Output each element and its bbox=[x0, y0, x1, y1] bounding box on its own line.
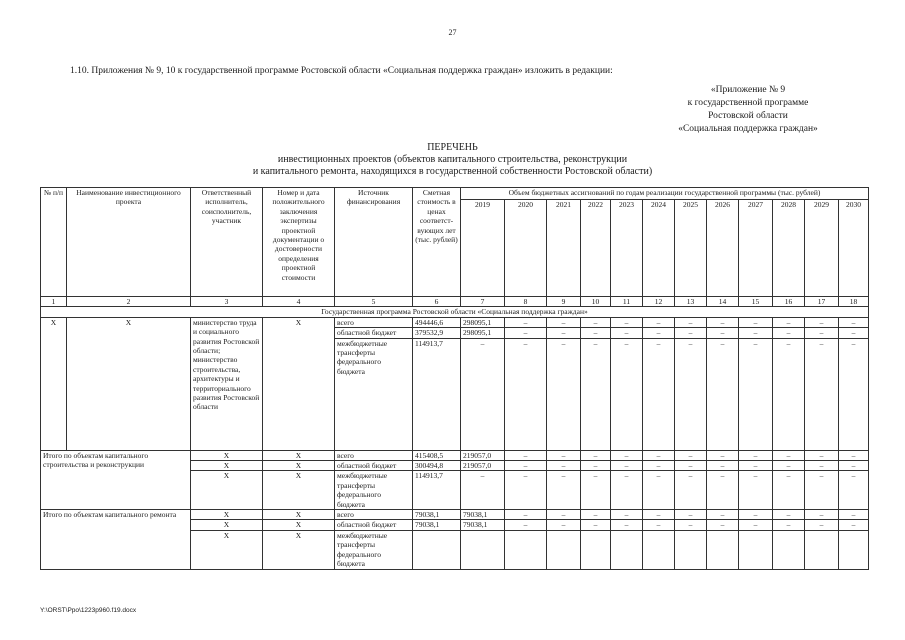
cost-cell: 300494,8 bbox=[413, 461, 461, 471]
year-2019-cell: 219057,0 bbox=[461, 450, 505, 460]
expertise-cell: Х bbox=[263, 461, 335, 471]
year-2019-cell: 79038,1 bbox=[461, 520, 505, 530]
year-value-dash: – bbox=[773, 450, 805, 460]
file-path-footer: Y:\ORST\Ppo\1223p960.f19.docx bbox=[40, 607, 137, 614]
year-value-dash: – bbox=[707, 520, 739, 530]
column-number-15: 15 bbox=[739, 297, 773, 307]
year-value-dash: – bbox=[547, 471, 581, 510]
year-value-dash: – bbox=[547, 317, 581, 327]
title-line-1: ПЕРЕЧЕНЬ bbox=[427, 142, 478, 153]
year-value-dash: – bbox=[773, 471, 805, 510]
source-cell: межбюджетные трансферты федерального бюджета bbox=[335, 471, 413, 510]
header-name: Наименование инвестиционного проекта bbox=[67, 188, 191, 297]
year-value-dash: – bbox=[739, 520, 773, 530]
year-value-dash: – bbox=[581, 471, 611, 510]
cost-cell: 79038,1 bbox=[413, 510, 461, 520]
year-value-dash: – bbox=[611, 471, 643, 510]
column-number-8: 8 bbox=[505, 297, 547, 307]
year-value-dash: – bbox=[611, 461, 643, 471]
column-number-4: 4 bbox=[263, 297, 335, 307]
year-value-dash: – bbox=[739, 328, 773, 338]
year-value-dash: – bbox=[675, 471, 707, 510]
year-value-dash: – bbox=[547, 461, 581, 471]
year-value-dash: – bbox=[773, 510, 805, 520]
table-row bbox=[41, 317, 869, 327]
year-value-dash: – bbox=[547, 338, 581, 450]
table-row bbox=[41, 450, 869, 460]
year-value-dash: – bbox=[739, 338, 773, 450]
year-value-dash: – bbox=[505, 317, 547, 327]
year-value-dash: – bbox=[505, 520, 547, 530]
year-value-dash: – bbox=[505, 328, 547, 338]
header-budget: Объем бюджетных ассигнований по годам реализации государственной программы (тыс. рублей) bbox=[461, 188, 869, 200]
appendix-line-2: к государственной программе bbox=[687, 98, 809, 108]
source-cell: межбюджетные трансферты федерального бюджета bbox=[335, 530, 413, 569]
year-value-dash: – bbox=[581, 338, 611, 450]
year-value-dash: – bbox=[839, 328, 869, 338]
year-value-dash: – bbox=[643, 510, 675, 520]
year-value-dash: – bbox=[547, 328, 581, 338]
investment-projects-table bbox=[40, 187, 869, 570]
year-2019-cell bbox=[461, 530, 505, 569]
source-cell: областной бюджет bbox=[335, 328, 413, 338]
row-num: Х bbox=[41, 317, 67, 450]
year-value-dash: – bbox=[505, 471, 547, 510]
year-value-dash bbox=[611, 530, 643, 569]
year-value-dash bbox=[675, 530, 707, 569]
header-expertise: Номер и дата положительного заключения экспертизы проектной документации о достоверности определения проектной стоимости bbox=[263, 188, 335, 297]
column-number-3: 3 bbox=[191, 297, 263, 307]
header-year-2027: 2027 bbox=[739, 200, 773, 297]
column-number-2: 2 bbox=[67, 297, 191, 307]
header-year-2030: 2030 bbox=[839, 200, 869, 297]
year-value-dash bbox=[805, 530, 839, 569]
year-value-dash: – bbox=[739, 450, 773, 460]
year-value-dash bbox=[581, 530, 611, 569]
year-value-dash: – bbox=[739, 461, 773, 471]
year-value-dash bbox=[839, 530, 869, 569]
year-value-dash: – bbox=[675, 461, 707, 471]
year-value-dash: – bbox=[643, 471, 675, 510]
appendix-line-3: Ростовской области bbox=[708, 111, 788, 121]
year-value-dash: – bbox=[707, 471, 739, 510]
year-value-dash: – bbox=[707, 461, 739, 471]
title-line-2: инвестиционных проектов (объектов капитального строительства, реконструкции bbox=[277, 154, 628, 165]
executor-cell: Х bbox=[191, 510, 263, 520]
year-value-dash: – bbox=[739, 317, 773, 327]
column-number-5: 5 bbox=[335, 297, 413, 307]
appendix-line-1: «Приложение № 9 bbox=[710, 85, 786, 95]
year-value-dash: – bbox=[581, 450, 611, 460]
year-2019-cell: 298095,1 bbox=[461, 328, 505, 338]
year-value-dash: – bbox=[707, 317, 739, 327]
cost-cell: 114913,7 bbox=[413, 471, 461, 510]
year-value-dash: – bbox=[643, 450, 675, 460]
year-value-dash: – bbox=[805, 450, 839, 460]
intro-paragraph: 1.10. Приложения № 9, 10 к государственной программе Ростовской области «Социальная поддержка граждан» изложить в редакции: bbox=[70, 66, 613, 76]
year-value-dash: – bbox=[707, 328, 739, 338]
year-value-dash: – bbox=[643, 461, 675, 471]
page-number: 27 bbox=[448, 28, 457, 37]
year-value-dash: – bbox=[611, 328, 643, 338]
header-year-2019: 2019 bbox=[461, 200, 505, 297]
year-value-dash: – bbox=[839, 471, 869, 510]
year-value-dash: – bbox=[643, 328, 675, 338]
year-value-dash: – bbox=[505, 461, 547, 471]
executor-cell: Х bbox=[191, 461, 263, 471]
column-number-18: 18 bbox=[839, 297, 869, 307]
year-value-dash: – bbox=[839, 461, 869, 471]
year-value-dash: – bbox=[805, 317, 839, 327]
column-number-12: 12 bbox=[643, 297, 675, 307]
year-value-dash: – bbox=[547, 520, 581, 530]
header-year-2021: 2021 bbox=[547, 200, 581, 297]
year-value-dash: – bbox=[839, 520, 869, 530]
executor-cell: Х bbox=[191, 520, 263, 530]
year-value-dash: – bbox=[773, 338, 805, 450]
column-number-6: 6 bbox=[413, 297, 461, 307]
header-year-2028: 2028 bbox=[773, 200, 805, 297]
title-line-3: и капитального ремонта, находящихся в государственной собственности Ростовской области) bbox=[252, 166, 653, 177]
year-2019-cell: 298095,1 bbox=[461, 317, 505, 327]
expertise-cell: Х bbox=[263, 471, 335, 510]
year-value-dash: – bbox=[839, 317, 869, 327]
year-2019-cell: – bbox=[461, 338, 505, 450]
year-value-dash: – bbox=[581, 317, 611, 327]
year-value-dash: – bbox=[773, 317, 805, 327]
source-cell: областной бюджет bbox=[335, 520, 413, 530]
year-value-dash: – bbox=[547, 450, 581, 460]
year-value-dash: – bbox=[611, 510, 643, 520]
appendix-heading bbox=[638, 84, 858, 136]
header-year-2024: 2024 bbox=[643, 200, 675, 297]
year-2019-cell: – bbox=[461, 471, 505, 510]
year-value-dash bbox=[547, 530, 581, 569]
year-value-dash: – bbox=[611, 338, 643, 450]
year-value-dash: – bbox=[611, 450, 643, 460]
year-2019-cell: 79038,1 bbox=[461, 510, 505, 520]
year-value-dash: – bbox=[675, 520, 707, 530]
year-value-dash: – bbox=[547, 510, 581, 520]
cost-cell: 79038,1 bbox=[413, 520, 461, 530]
source-cell: областной бюджет bbox=[335, 461, 413, 471]
year-value-dash: – bbox=[839, 510, 869, 520]
year-value-dash: – bbox=[581, 328, 611, 338]
year-value-dash: – bbox=[805, 471, 839, 510]
executor-cell: Х bbox=[191, 471, 263, 510]
cost-cell: 114913,7 bbox=[413, 338, 461, 450]
year-value-dash: – bbox=[643, 338, 675, 450]
year-value-dash: – bbox=[581, 510, 611, 520]
program-row: Государственная программа Ростовской области «Социальная поддержка граждан» bbox=[41, 307, 869, 317]
column-number-10: 10 bbox=[581, 297, 611, 307]
year-value-dash: – bbox=[805, 510, 839, 520]
cost-cell: 415408,5 bbox=[413, 450, 461, 460]
year-value-dash: – bbox=[773, 328, 805, 338]
expertise-cell: Х bbox=[263, 530, 335, 569]
year-value-dash: – bbox=[505, 338, 547, 450]
total-label: Итого по объектам капитального ремонта bbox=[41, 510, 191, 569]
header-year-2029: 2029 bbox=[805, 200, 839, 297]
column-number-1: 1 bbox=[41, 297, 67, 307]
year-2019-cell: 219057,0 bbox=[461, 461, 505, 471]
year-value-dash: – bbox=[505, 450, 547, 460]
year-value-dash: – bbox=[643, 317, 675, 327]
source-cell: всего bbox=[335, 510, 413, 520]
project-name: Х bbox=[67, 317, 191, 450]
year-value-dash: – bbox=[739, 471, 773, 510]
year-value-dash: – bbox=[839, 338, 869, 450]
cost-cell bbox=[413, 530, 461, 569]
year-value-dash bbox=[505, 530, 547, 569]
expertise-cell: Х bbox=[263, 450, 335, 460]
column-number-16: 16 bbox=[773, 297, 805, 307]
cost-cell: 379532,9 bbox=[413, 328, 461, 338]
year-value-dash: – bbox=[643, 520, 675, 530]
executor-cell: министерство труда и социального развития Ростовской области; министерство строительства, архитектуры и территориального развития Ростовской области bbox=[191, 317, 263, 450]
column-number-7: 7 bbox=[461, 297, 505, 307]
year-value-dash: – bbox=[611, 520, 643, 530]
column-number-9: 9 bbox=[547, 297, 581, 307]
year-value-dash: – bbox=[675, 510, 707, 520]
header-num: № п/п bbox=[41, 188, 67, 297]
year-value-dash: – bbox=[707, 510, 739, 520]
year-value-dash: – bbox=[739, 510, 773, 520]
header-year-2023: 2023 bbox=[611, 200, 643, 297]
year-value-dash bbox=[707, 530, 739, 569]
executor-cell: Х bbox=[191, 450, 263, 460]
year-value-dash: – bbox=[773, 461, 805, 471]
year-value-dash: – bbox=[805, 338, 839, 450]
year-value-dash: – bbox=[675, 317, 707, 327]
year-value-dash: – bbox=[805, 520, 839, 530]
total-label: Итого по объектам капитального строительства и реконструкции bbox=[41, 450, 191, 509]
table-row bbox=[41, 510, 869, 520]
column-number-14: 14 bbox=[707, 297, 739, 307]
header-year-2020: 2020 bbox=[505, 200, 547, 297]
year-value-dash: – bbox=[707, 450, 739, 460]
source-cell: всего bbox=[335, 317, 413, 327]
expertise-cell: Х bbox=[263, 317, 335, 450]
year-value-dash bbox=[773, 530, 805, 569]
year-value-dash: – bbox=[611, 317, 643, 327]
expertise-cell: Х bbox=[263, 520, 335, 530]
source-cell: межбюджетные трансферты федерального бюджета bbox=[335, 338, 413, 450]
year-value-dash: – bbox=[505, 510, 547, 520]
source-cell: всего bbox=[335, 450, 413, 460]
year-value-dash: – bbox=[839, 450, 869, 460]
header-year-2022: 2022 bbox=[581, 200, 611, 297]
year-value-dash: – bbox=[675, 338, 707, 450]
header-source: Источник финансирования bbox=[335, 188, 413, 297]
year-value-dash: – bbox=[675, 328, 707, 338]
year-value-dash: – bbox=[805, 461, 839, 471]
year-value-dash bbox=[643, 530, 675, 569]
column-number-11: 11 bbox=[611, 297, 643, 307]
year-value-dash: – bbox=[581, 520, 611, 530]
header-year-2026: 2026 bbox=[707, 200, 739, 297]
expertise-cell: Х bbox=[263, 510, 335, 520]
year-value-dash: – bbox=[773, 520, 805, 530]
year-value-dash: – bbox=[581, 461, 611, 471]
column-number-13: 13 bbox=[675, 297, 707, 307]
cost-cell: 494446,6 bbox=[413, 317, 461, 327]
year-value-dash: – bbox=[707, 338, 739, 450]
header-cost: Сметная стоимость в ценах соответст-вующих лет (тыс. рублей) bbox=[413, 188, 461, 297]
year-value-dash: – bbox=[675, 450, 707, 460]
column-number-17: 17 bbox=[805, 297, 839, 307]
header-year-2025: 2025 bbox=[675, 200, 707, 297]
document-title bbox=[0, 142, 905, 178]
executor-cell: Х bbox=[191, 530, 263, 569]
year-value-dash: – bbox=[805, 328, 839, 338]
appendix-line-4: «Социальная поддержка граждан» bbox=[678, 124, 818, 134]
header-executor: Ответственный исполнитель, соисполнитель, участник bbox=[191, 188, 263, 297]
year-value-dash bbox=[739, 530, 773, 569]
